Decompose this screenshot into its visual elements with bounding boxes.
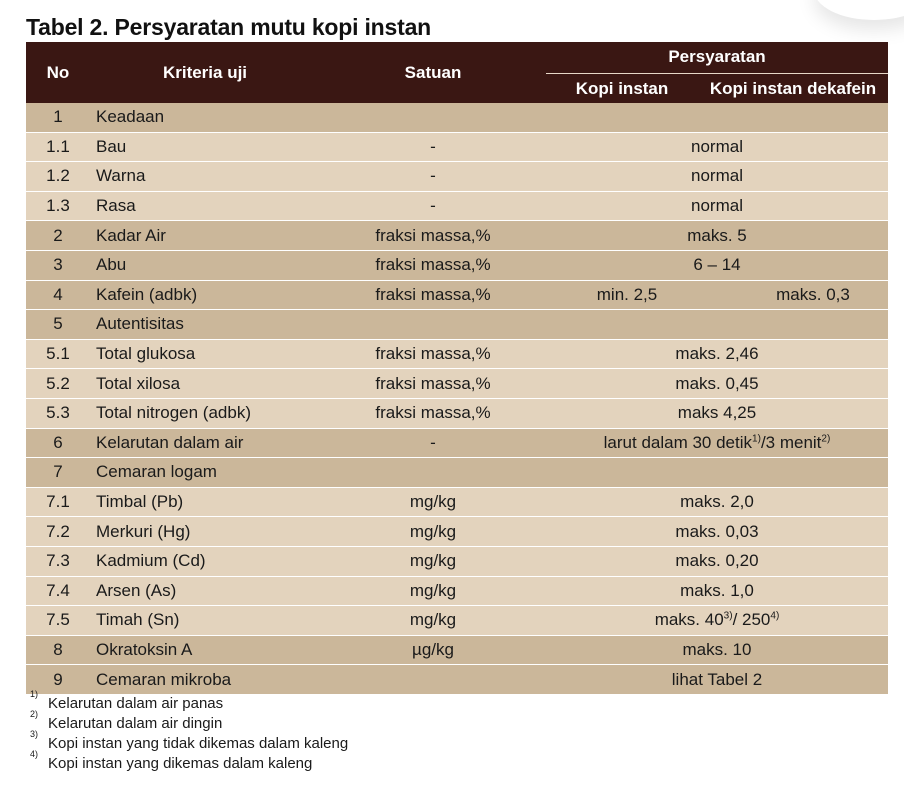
row-number: 1.3: [26, 191, 90, 221]
row-satuan: -: [320, 428, 546, 458]
footnote: [30, 689, 224, 712]
row-number: 1.2: [26, 162, 90, 192]
row-kriteria: Rasa: [90, 191, 320, 221]
footnote-text: Kelarutan dalam air panas: [48, 695, 224, 712]
table-row: [26, 369, 888, 399]
row-satuan: fraksi massa,%: [320, 398, 546, 428]
header-persyaratan: [546, 42, 888, 74]
table-row: [26, 576, 888, 606]
header-kopi-dekafein: Kopi instan dekafein: [698, 74, 888, 104]
footnote-text: Kelarutan dalam air dingin: [48, 715, 223, 732]
table-row: [26, 191, 888, 221]
row-satuan: -: [320, 191, 546, 221]
row-number: 7.2: [26, 517, 90, 547]
row-satuan: mg/kg: [320, 546, 546, 576]
row-number: 7.5: [26, 606, 90, 636]
row-value: maks. 0,20: [546, 546, 888, 576]
row-kriteria: Arsen (As): [90, 576, 320, 606]
row-value: normal: [546, 132, 888, 162]
value-footnote-ref: 2): [821, 433, 831, 445]
row-number: 6: [26, 428, 90, 458]
row-kriteria: Total glukosa: [90, 339, 320, 369]
row-satuan: [320, 103, 546, 132]
value-text-continued: /3 menit: [760, 432, 822, 452]
row-number: 7: [26, 458, 90, 488]
row-value-kopi-dekafein: maks. 0,3: [698, 280, 888, 310]
row-value: lihat Tabel 2: [546, 665, 888, 695]
header-kriteria: Kriteria uji: [90, 42, 320, 103]
row-value: maks. 0,45: [546, 369, 888, 399]
row-value: [546, 606, 888, 636]
table-row: [26, 310, 888, 340]
header-persyaratan-label: Persyaratan: [668, 46, 766, 66]
table-row: [26, 398, 888, 428]
row-satuan: fraksi massa,%: [320, 339, 546, 369]
row-number: 2: [26, 221, 90, 251]
row-satuan: [320, 665, 546, 695]
row-number: 5.3: [26, 398, 90, 428]
header-satuan: Satuan: [320, 42, 546, 103]
row-kriteria: Kadar Air: [90, 221, 320, 251]
table-row: [26, 487, 888, 517]
table-row: [26, 221, 888, 251]
row-kriteria: Warna: [90, 162, 320, 192]
table-title: Tabel 2. Persyaratan mutu kopi instan: [26, 14, 432, 40]
row-number: 1.1: [26, 132, 90, 162]
row-kriteria: Timbal (Pb): [90, 487, 320, 517]
row-value: normal: [546, 162, 888, 192]
row-number: 8: [26, 635, 90, 665]
row-satuan: fraksi massa,%: [320, 250, 546, 280]
row-value: maks. 5: [546, 221, 888, 251]
row-kriteria: Kadmium (Cd): [90, 546, 320, 576]
footnote-text: Kopi instan yang dikemas dalam kaleng: [48, 755, 313, 772]
row-satuan: µg/kg: [320, 635, 546, 665]
value-footnote-ref: 4): [770, 610, 780, 622]
value-footnote-ref: 1): [752, 433, 761, 445]
header-no: No: [26, 42, 90, 103]
table-row: [26, 339, 888, 369]
row-value: [546, 428, 888, 458]
row-satuan: mg/kg: [320, 517, 546, 547]
row-kriteria: Merkuri (Hg): [90, 517, 320, 547]
row-kriteria: Keadaan: [90, 103, 320, 132]
row-satuan: -: [320, 162, 546, 192]
row-value: maks. 2,0: [546, 487, 888, 517]
row-kriteria: Okratoksin A: [90, 635, 320, 665]
row-satuan: fraksi massa,%: [320, 369, 546, 399]
table-row: [26, 517, 888, 547]
row-kriteria: Kafein (adbk): [90, 280, 320, 310]
value-text-continued: / 250: [732, 610, 771, 630]
table-row: [26, 162, 888, 192]
footnote-mark: 4): [30, 749, 39, 759]
row-satuan: mg/kg: [320, 487, 546, 517]
table-row: [26, 250, 888, 280]
value-text: larut dalam 30 detik: [603, 432, 753, 452]
row-value: [546, 310, 888, 340]
table-row: [26, 458, 888, 488]
footnote: [30, 709, 223, 732]
table-row: [26, 132, 888, 162]
table-row: [26, 635, 888, 665]
row-satuan: [320, 310, 546, 340]
table-row: [26, 103, 888, 132]
row-value: maks. 2,46: [546, 339, 888, 369]
row-value: normal: [546, 191, 888, 221]
row-number: 5.2: [26, 369, 90, 399]
row-value: maks. 10: [546, 635, 888, 665]
footnote-mark: 3): [30, 729, 39, 739]
row-satuan: fraksi massa,%: [320, 280, 546, 310]
row-number: 9: [26, 665, 90, 695]
value-text: maks. 40: [654, 610, 724, 630]
row-number: 4: [26, 280, 90, 310]
row-number: 7.1: [26, 487, 90, 517]
row-number: 7.4: [26, 576, 90, 606]
row-kriteria: Kelarutan dalam air: [90, 428, 320, 458]
table-row: [26, 665, 888, 695]
row-value-kopi-instan: min. 2,5: [546, 280, 698, 310]
row-value: [546, 103, 888, 132]
row-satuan: [320, 458, 546, 488]
footnote-text: Kopi instan yang tidak dikemas dalam kaleng: [48, 735, 349, 752]
requirements-table: [26, 42, 888, 695]
row-satuan: fraksi massa,%: [320, 221, 546, 251]
table-row: [26, 280, 888, 310]
footnote: [30, 729, 349, 752]
row-number: 3: [26, 250, 90, 280]
row-value: maks 4,25: [546, 398, 888, 428]
row-value: maks. 0,03: [546, 517, 888, 547]
row-satuan: -: [320, 132, 546, 162]
page-corner-shadow: [814, 0, 904, 20]
row-number: 5: [26, 310, 90, 340]
header-kopi-instan: Kopi instan: [546, 74, 698, 104]
row-value: 6 – 14: [546, 250, 888, 280]
row-kriteria: Timah (Sn): [90, 606, 320, 636]
row-value: [546, 458, 888, 488]
table-row: [26, 546, 888, 576]
row-satuan: mg/kg: [320, 576, 546, 606]
row-number: 1: [26, 103, 90, 132]
footnote-mark: 2): [30, 709, 39, 719]
row-kriteria: Total nitrogen (adbk): [90, 398, 320, 428]
row-kriteria: Bau: [90, 132, 320, 162]
table-row: [26, 606, 888, 636]
footnote: [30, 749, 313, 772]
table-body: [26, 103, 888, 694]
row-kriteria: Total xilosa: [90, 369, 320, 399]
row-satuan: mg/kg: [320, 606, 546, 636]
footnote-mark: 1): [30, 689, 39, 699]
row-kriteria: Cemaran mikroba: [90, 665, 320, 695]
row-value: maks. 1,0: [546, 576, 888, 606]
row-kriteria: Cemaran logam: [90, 458, 320, 488]
row-number: 7.3: [26, 546, 90, 576]
value-footnote-ref: 3): [723, 610, 733, 622]
row-kriteria: Autentisitas: [90, 310, 320, 340]
row-kriteria: Abu: [90, 250, 320, 280]
table-row: [26, 428, 888, 458]
row-number: 5.1: [26, 339, 90, 369]
